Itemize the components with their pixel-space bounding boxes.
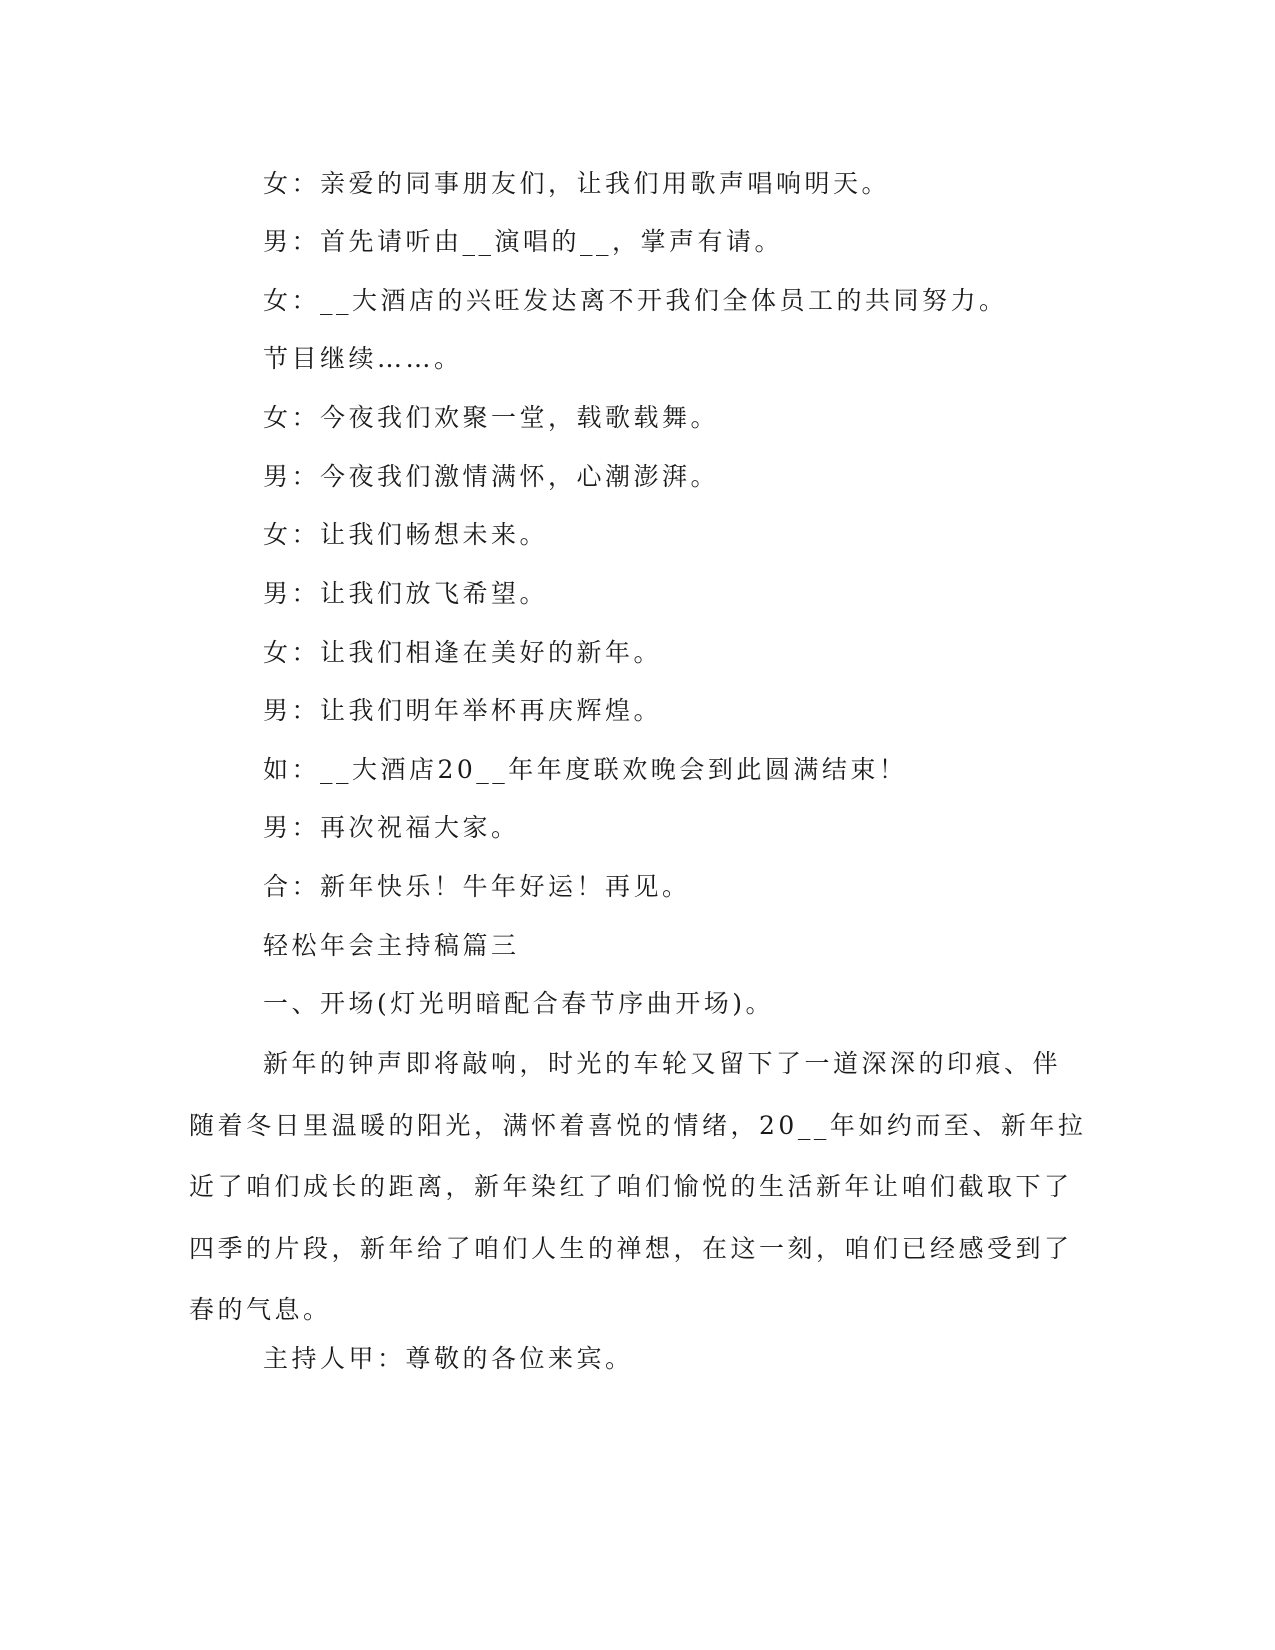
section-heading: 轻松年会主持稿篇三: [263, 931, 520, 960]
text-line: 合：新年快乐！牛年好运！再见。: [263, 872, 691, 901]
text-line: 女：让我们相逢在美好的新年。: [263, 638, 663, 667]
text-line: 一、开场(灯光明暗配合春节序曲开场)。: [263, 989, 775, 1018]
text-line: 男：今夜我们激情满怀，心潮澎湃。: [263, 462, 720, 491]
text-line: 如：__大酒店20__年年度联欢晚会到此圆满结束！: [263, 755, 908, 784]
text-line: 男：让我们放飞希望。: [263, 579, 549, 608]
text-line: 女：__大酒店的兴旺发达离不开我们全体员工的共同努力。: [263, 286, 1008, 315]
text-line: 男：让我们明年举杯再庆辉煌。: [263, 696, 663, 725]
text-line: 女：让我们畅想未来。: [263, 520, 549, 549]
body-paragraph-text: 新年的钟声即将敲响，时光的车轮又留下了一道深深的印痕、伴随着冬日里温暖的阳光，满怀着喜悦的情绪，20__年如约而至、新年拉近了咱们成长的距离，新年染红了咱们愉悦的生活新年让咱们截取下了四季的片段，新年给了咱们人生的禅想，在这一刻，咱们已经感受到了春的气息。: [189, 1049, 1087, 1324]
body-paragraph: [189, 1033, 1089, 1341]
text-line: 女：亲爱的同事朋友们，让我们用歌声唱响明天。: [263, 169, 891, 198]
text-line: 男：首先请听由__演唱的__，掌声有请。: [263, 227, 784, 256]
text-line: 节目继续……。: [263, 344, 463, 373]
text-line: 主持人甲：尊敬的各位来宾。: [263, 1344, 634, 1373]
text-line: 男：再次祝福大家。: [263, 813, 520, 842]
text-line: 女：今夜我们欢聚一堂，载歌载舞。: [263, 403, 720, 432]
